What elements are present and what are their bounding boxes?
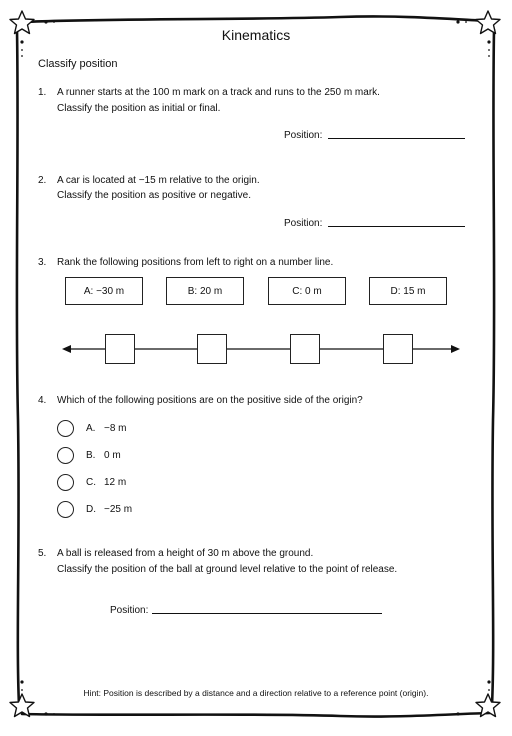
question-text-line: Which of the following positions are on the positive side of the origin? — [57, 395, 363, 406]
question-text-line: Rank the following positions from left to right on a number line. — [57, 257, 334, 268]
question-number: 1. — [38, 87, 47, 98]
rank-item-box: A: −30 m — [65, 277, 143, 305]
number-line-answer-box[interactable] — [197, 334, 227, 364]
option-text: −8 m — [104, 422, 127, 434]
number-line-answer-box[interactable] — [105, 334, 135, 364]
option-d[interactable] — [57, 499, 132, 519]
option-letter: B. — [86, 449, 96, 461]
radio-circle-icon[interactable] — [57, 501, 74, 518]
question-text-line: A ball is released from a height of 30 m above the ground. — [57, 548, 314, 559]
option-text: 12 m — [104, 476, 127, 488]
question-text-line: Classify the position of the ball at ground level relative to the point of release. — [57, 564, 398, 575]
option-text: 0 m — [104, 449, 121, 461]
rank-item-box: D: 15 m — [369, 277, 447, 305]
answer-label: Position: — [110, 605, 149, 616]
answer-label: Position: — [284, 130, 323, 141]
answer-line[interactable] — [152, 613, 382, 614]
arrow-left-icon — [62, 345, 71, 353]
rank-item-box: B: 20 m — [166, 277, 244, 305]
question-text-line: Classify the position as initial or final. — [57, 103, 221, 114]
rank-item-box: C: 0 m — [268, 277, 346, 305]
answer-label: Position: — [284, 218, 323, 229]
question-number: 3. — [38, 257, 47, 268]
answer-line[interactable] — [328, 138, 465, 139]
answer-line[interactable] — [328, 226, 465, 227]
radio-circle-icon[interactable] — [57, 474, 74, 491]
question-text-line: Classify the position as positive or negative. — [57, 190, 251, 201]
radio-circle-icon[interactable] — [57, 420, 74, 437]
number-line-answer-box[interactable] — [383, 334, 413, 364]
hint-text: Hint: Position is described by a distance and a direction relative to a reference point (origin). — [83, 688, 429, 698]
section-subtitle: Classify position — [38, 58, 118, 70]
option-letter: C. — [86, 476, 96, 488]
question-number: 2. — [38, 175, 47, 186]
question-text-line: A car is located at −15 m relative to the origin. — [57, 175, 260, 186]
option-c[interactable] — [57, 472, 126, 492]
arrow-right-icon — [451, 345, 460, 353]
option-b[interactable] — [57, 445, 121, 465]
question-text-line: A runner starts at the 100 m mark on a track and runs to the 250 m mark. — [57, 87, 380, 98]
question-number: 5. — [38, 548, 47, 559]
option-letter: D. — [86, 503, 96, 515]
question-number: 4. — [38, 395, 47, 406]
number-line-answer-box[interactable] — [290, 334, 320, 364]
radio-circle-icon[interactable] — [57, 447, 74, 464]
option-text: −25 m — [104, 503, 133, 515]
page-title: Kinematics — [221, 27, 291, 43]
option-letter: A. — [86, 422, 96, 434]
option-a[interactable] — [57, 418, 127, 438]
